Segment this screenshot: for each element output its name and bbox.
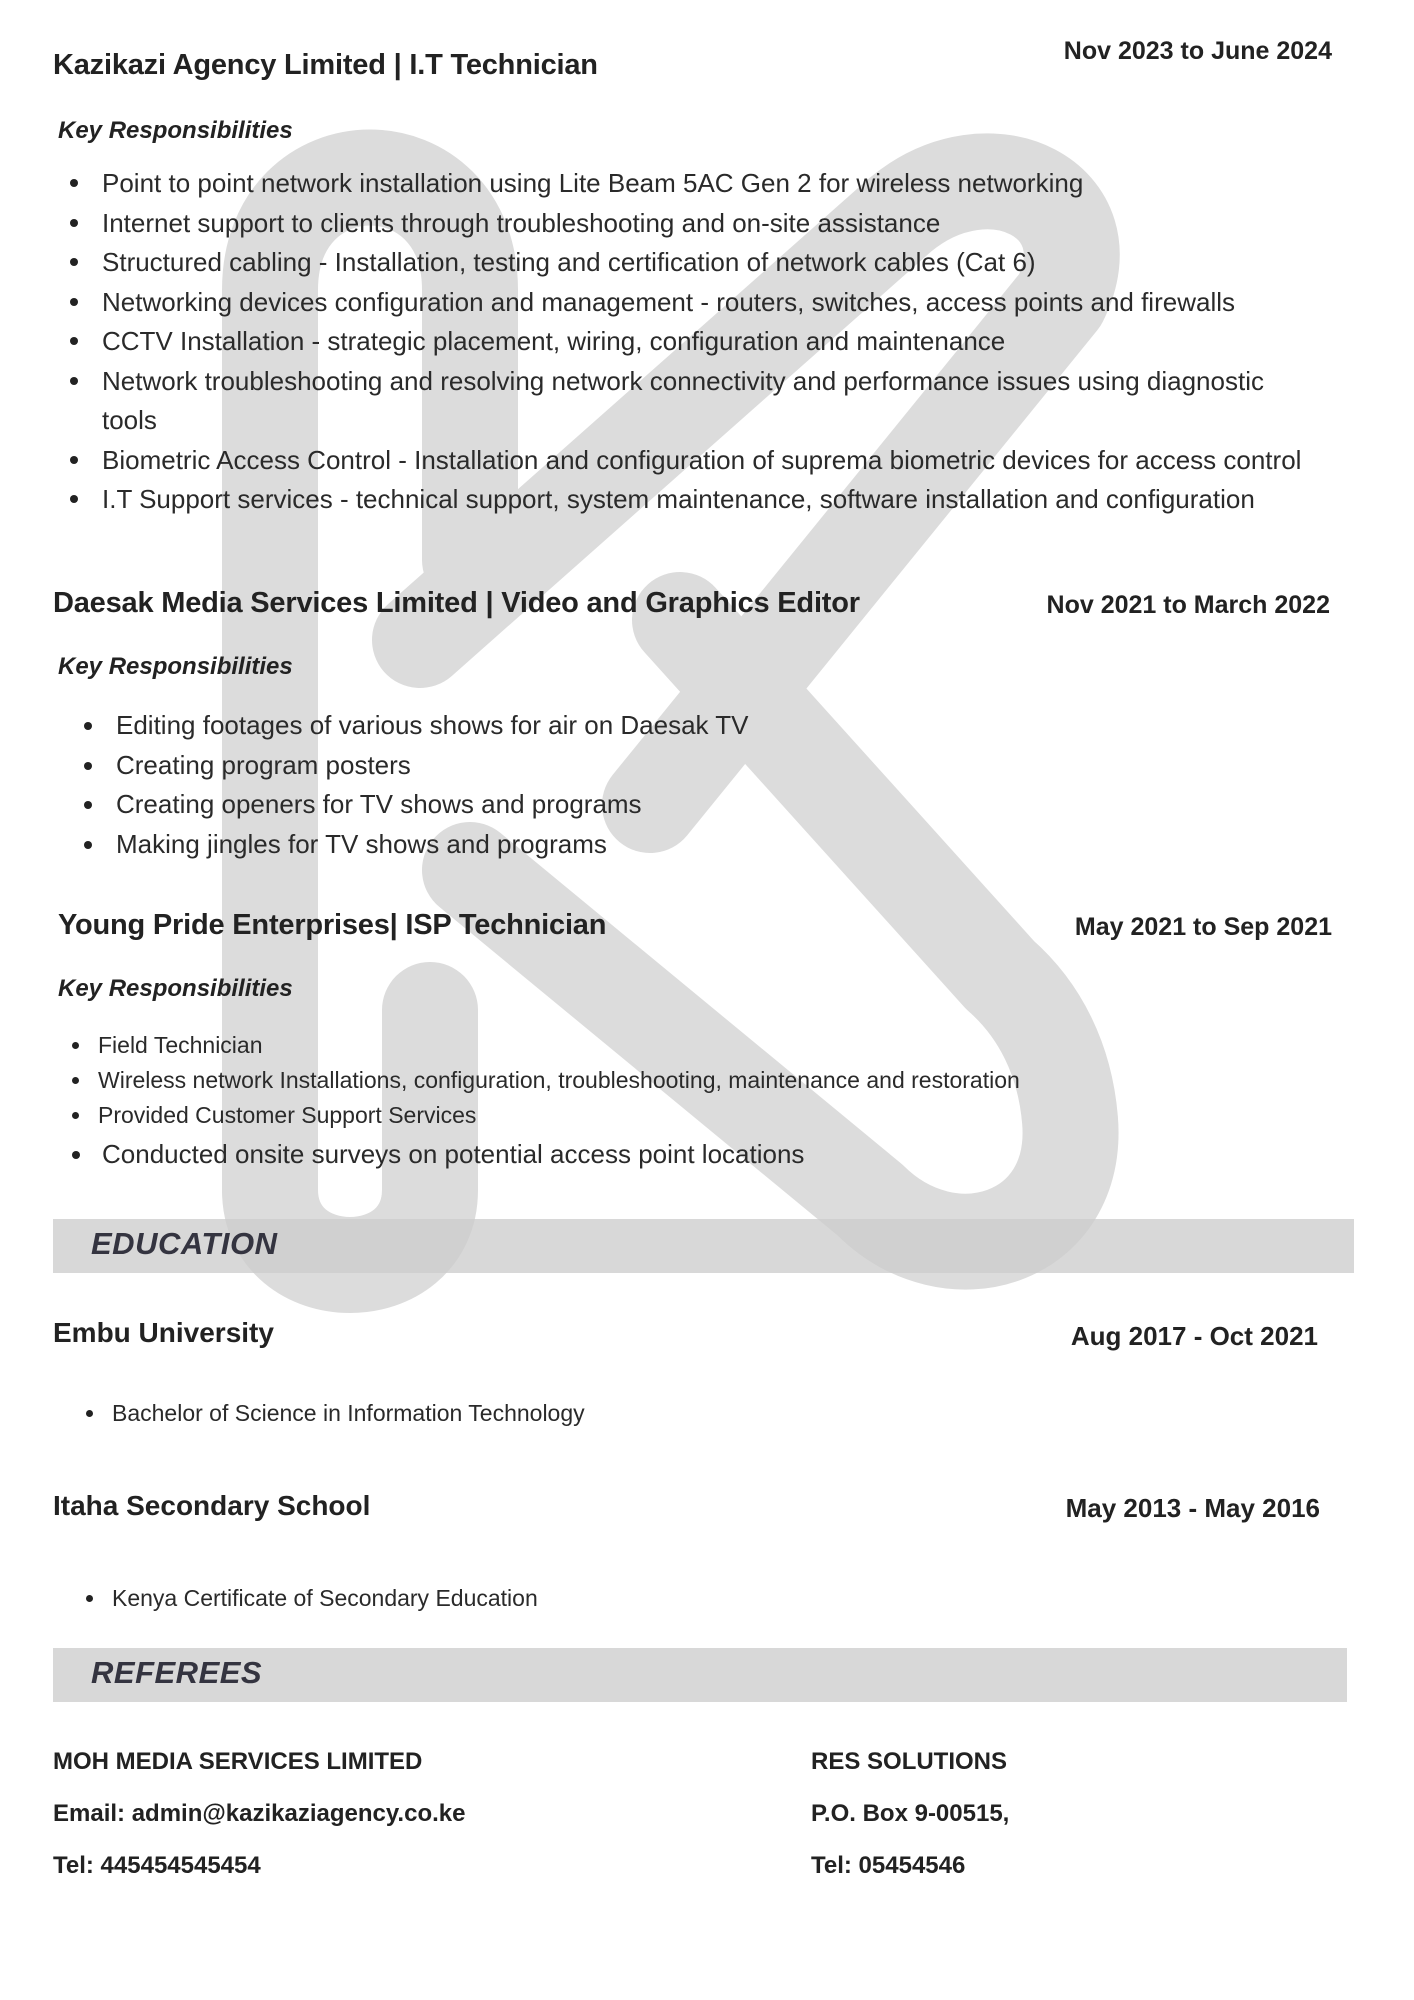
responsibilities-list (68, 706, 749, 864)
job-title: Kazikazi Agency Limited | I.T Technician (53, 49, 598, 81)
school-name: Itaha Secondary School (53, 1490, 371, 1521)
list-item: CCTV Installation - strategic placement, wiring, configuration and maintenance (52, 322, 1342, 362)
list-item: Internet support to clients through troubleshooting and on-site assistance (52, 204, 1342, 244)
list-item: Creating program posters (68, 746, 749, 786)
education-details (52, 1582, 538, 1614)
list-item: Biometric Access Control - Installation and configuration of suprema biometric devices for access control (52, 441, 1342, 481)
list-item: I.T Support services - technical support, system maintenance, software installation and configuration (52, 480, 1342, 520)
referee-email: Email: admin@kazikaziagency.co.ke (53, 1800, 466, 1827)
list-item: Provided Customer Support Services (54, 1098, 1020, 1133)
referee-address: P.O. Box 9-00515, (811, 1800, 1010, 1827)
job-title: Daesak Media Services Limited | Video and Graphics Editor (53, 587, 860, 619)
list-item: Creating openers for TV shows and programs (68, 785, 749, 825)
referee-phone: Tel: 05454546 (811, 1852, 966, 1879)
referee-phone: Tel: 445454545454 (53, 1852, 261, 1879)
responsibilities-list (54, 1028, 1020, 1175)
list-item: Wireless network Installations, configuration, troubleshooting, maintenance and restoration (54, 1063, 1020, 1098)
school-name: Embu University (53, 1317, 274, 1348)
list-item: Editing footages of various shows for air on Daesak TV (68, 706, 749, 746)
list-item: Point to point network installation using Lite Beam 5AC Gen 2 for wireless networking (52, 164, 1342, 204)
education-date: May 2013 - May 2016 (1065, 1493, 1320, 1523)
list-item: Kenya Certificate of Secondary Education (52, 1582, 538, 1614)
section-heading-referees: REFEREES (91, 1655, 263, 1690)
list-item: Conducted onsite surveys on potential access point locations (54, 1133, 1020, 1175)
list-item: Making jingles for TV shows and programs (68, 825, 749, 865)
list-item: Networking devices configuration and management - routers, switches, access points and firewalls (52, 283, 1342, 323)
key-responsibilities-heading: Key Responsibilities (58, 653, 293, 680)
key-responsibilities-heading: Key Responsibilities (58, 975, 293, 1002)
list-item: Network troubleshooting and resolving network connectivity and performance issues using diagnostic tools (52, 362, 1302, 441)
referee-name: RES SOLUTIONS (811, 1748, 1008, 1775)
referees-section-bar (53, 1648, 1347, 1702)
job-date: Nov 2021 to March 2022 (1046, 591, 1330, 619)
education-date: Aug 2017 - Oct 2021 (1070, 1321, 1318, 1351)
list-item: Bachelor of Science in Information Technology (52, 1397, 585, 1429)
key-responsibilities-heading: Key Responsibilities (58, 117, 293, 144)
section-heading-education: EDUCATION (91, 1226, 278, 1261)
list-item: Structured cabling - Installation, testing and certification of network cables (Cat 6) (52, 243, 1342, 283)
job-title: Young Pride Enterprises| ISP Technician (58, 909, 607, 941)
referee-name: MOH MEDIA SERVICES LIMITED (53, 1748, 423, 1775)
education-section-bar (53, 1219, 1354, 1273)
job-date: May 2021 to Sep 2021 (1074, 913, 1332, 941)
list-item: Field Technician (54, 1028, 1020, 1063)
education-details (52, 1397, 585, 1429)
responsibilities-list (52, 164, 1342, 520)
job-date: Nov 2023 to June 2024 (1063, 37, 1332, 65)
